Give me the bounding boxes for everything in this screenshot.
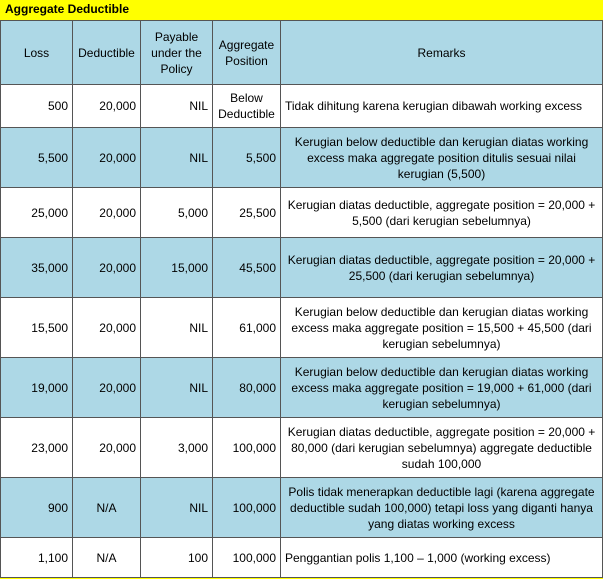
cell-loss: 15,500: [1, 298, 73, 358]
cell-loss: 5,500: [1, 128, 73, 188]
table-row: [1, 188, 603, 238]
header-aggregate-position: Aggregate Position: [213, 21, 281, 85]
header-row: [1, 21, 603, 85]
table-row: [1, 478, 603, 538]
cell-deductible: N/A: [73, 478, 141, 538]
cell-aggregate: 45,500: [213, 238, 281, 298]
cell-loss: 25,000: [1, 188, 73, 238]
cell-payable: 15,000: [141, 238, 213, 298]
cell-aggregate: 100,000: [213, 538, 281, 578]
cell-remarks: Kerugian diatas deductible, aggregate position = 20,000 + 5,500 (dari kerugian sebelumnya): [281, 188, 603, 238]
table-row: [1, 85, 603, 128]
cell-aggregate: 5,500: [213, 128, 281, 188]
header-deductible: Deductible: [73, 21, 141, 85]
cell-remarks: Kerugian diatas deductible, aggregate position = 20,000 + 80,000 (dari kerugian sebelumnya) aggregate deductible sudah 100,000: [281, 418, 603, 478]
cell-loss: 19,000: [1, 358, 73, 418]
cell-payable: NIL: [141, 85, 213, 128]
cell-remarks: Kerugian below deductible dan kerugian diatas working excess maka aggregate position ditulis sesuai nilai kerugian (5,500): [281, 128, 603, 188]
cell-deductible: 20,000: [73, 298, 141, 358]
cell-deductible: 20,000: [73, 358, 141, 418]
cell-deductible: 20,000: [73, 85, 141, 128]
cell-aggregate: Below Deductible: [213, 85, 281, 128]
cell-aggregate: 61,000: [213, 298, 281, 358]
table-row: [1, 238, 603, 298]
cell-remarks: Kerugian below deductible dan kerugian diatas working excess maka aggregate position = 19,000 + 61,000 (dari kerugian sebelumnya): [281, 358, 603, 418]
table-row: [1, 298, 603, 358]
cell-deductible: 20,000: [73, 418, 141, 478]
header-payable: Payable under the Policy: [141, 21, 213, 85]
cell-aggregate: 25,500: [213, 188, 281, 238]
table-row: [1, 128, 603, 188]
cell-remarks: Penggantian polis 1,100 – 1,000 (working excess): [281, 538, 603, 578]
table-row: [1, 538, 603, 578]
cell-loss: 1,100: [1, 538, 73, 578]
cell-payable: NIL: [141, 478, 213, 538]
cell-payable: 3,000: [141, 418, 213, 478]
cell-deductible: 20,000: [73, 128, 141, 188]
cell-remarks: Tidak dihitung karena kerugian dibawah working excess: [281, 85, 603, 128]
table-row: [1, 358, 603, 418]
header-remarks: Remarks: [281, 21, 603, 85]
cell-payable: 5,000: [141, 188, 213, 238]
cell-loss: 900: [1, 478, 73, 538]
cell-remarks: Polis tidak menerapkan deductible lagi (karena aggregate deductible sudah 100,000) tetapi loss yang diganti hanya yang diatas working excess: [281, 478, 603, 538]
cell-remarks: Kerugian diatas deductible, aggregate position = 20,000 + 25,500 (dari kerugian sebelumnya): [281, 238, 603, 298]
cell-loss: 500: [1, 85, 73, 128]
cell-deductible: N/A: [73, 538, 141, 578]
aggregate-deductible-table: [0, 20, 603, 578]
cell-loss: 35,000: [1, 238, 73, 298]
cell-loss: 23,000: [1, 418, 73, 478]
cell-payable: 100: [141, 538, 213, 578]
cell-deductible: 20,000: [73, 238, 141, 298]
page-title: Aggregate Deductible: [5, 2, 130, 16]
table-row: [1, 418, 603, 478]
cell-remarks: Kerugian below deductible dan kerugian diatas working excess maka aggregate position = 15,500 + 45,500 (dari kerugian sebelumnya): [281, 298, 603, 358]
header-loss: Loss: [1, 21, 73, 85]
cell-aggregate: 80,000: [213, 358, 281, 418]
cell-payable: NIL: [141, 128, 213, 188]
cell-aggregate: 100,000: [213, 478, 281, 538]
cell-deductible: 20,000: [73, 188, 141, 238]
cell-payable: NIL: [141, 298, 213, 358]
cell-aggregate: 100,000: [213, 418, 281, 478]
cell-payable: NIL: [141, 358, 213, 418]
